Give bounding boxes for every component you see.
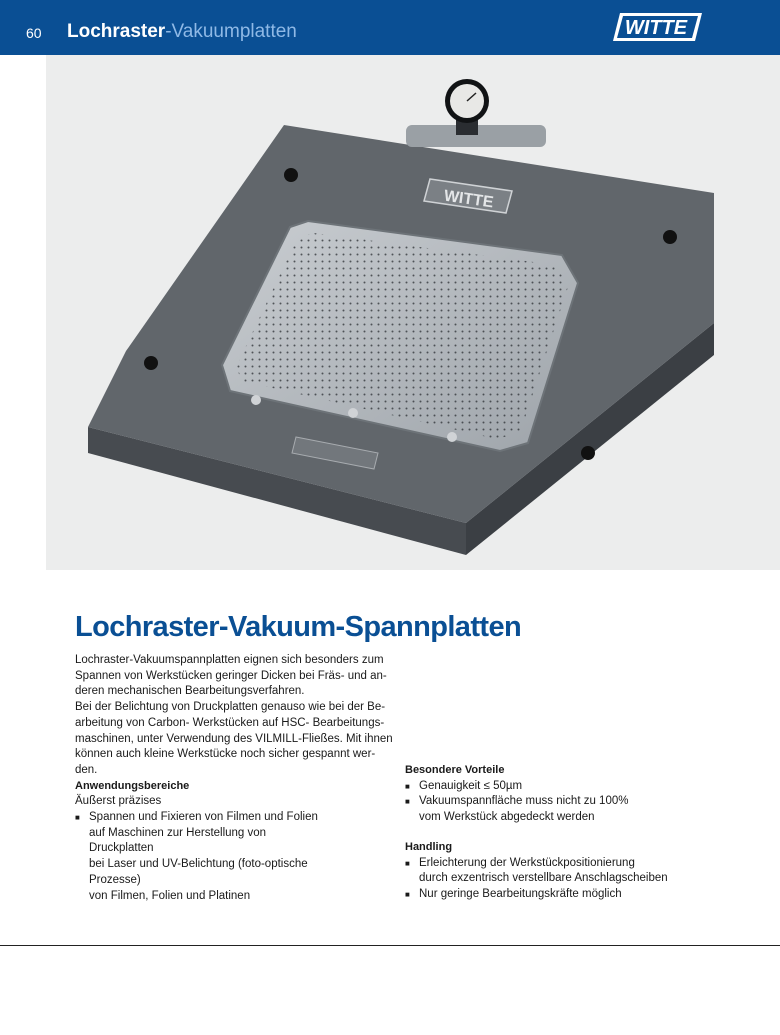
section-title-bold: Lochraster xyxy=(67,21,166,42)
intro-line: arbeitung von Carbon- Werkstücken auf HSC- Bearbeitungs- xyxy=(75,716,385,729)
intro-line: können auch kleine Werkstücke noch sicher gespannt wer- xyxy=(75,748,376,761)
footer-rule xyxy=(0,945,780,946)
intro-line: maschinen, unter Verwendung des VILMILL-Fließes. Mit ihnen xyxy=(75,732,393,745)
page-title: Lochraster-Vakuum-Spannplatten xyxy=(75,611,522,643)
anwendung-subline: Druckplatten xyxy=(89,842,154,855)
intro-line: Spannen von Werkstücken geringer Dicken bei Fräs- und an- xyxy=(75,669,387,682)
anwendung-bullet: ■ Spannen und Fixieren von Filmen und Folien xyxy=(75,810,395,826)
intro-line: Bei der Belichtung von Druckplatten genauso wie bei der Be- xyxy=(75,701,386,714)
right-column xyxy=(405,763,735,903)
section-title-light: -Vakuumplatten xyxy=(165,21,297,42)
handling-bullet: ■ Erleichterung der Werkstückpositionierung xyxy=(405,856,735,872)
handling-continuation: durch exzentrisch verstellbare Anschlagscheiben xyxy=(419,872,668,885)
vorteile-heading: Besondere Vorteile xyxy=(405,764,505,776)
vorteile-bullet: ■ Genauigkeit ≤ 50µm xyxy=(405,779,735,795)
witte-logo xyxy=(611,10,704,44)
left-column xyxy=(75,653,395,904)
plate-logo-text: WITTE xyxy=(442,187,495,212)
anwendung-line: Äußerst präzises xyxy=(75,795,162,808)
intro-line: den. xyxy=(75,763,98,776)
section-title xyxy=(67,21,297,43)
anwendung-subline: auf Maschinen zur Herstellung von xyxy=(89,826,267,839)
anwendung-subline: Prozesse) xyxy=(89,873,141,886)
vorteile-bullet: ■ Vakuumspannfläche muss nicht zu 100% xyxy=(405,794,735,810)
vorteile-continuation: vom Werkstück abgedeckt werden xyxy=(419,811,595,824)
page-header xyxy=(0,0,780,55)
anwendung-subline: bei Laser und UV-Belichtung (foto-optische xyxy=(89,858,308,871)
handling-heading: Handling xyxy=(405,840,453,853)
witte-logo-text: WITTE xyxy=(624,17,688,39)
anwendung-subline: von Filmen, Folien und Platinen xyxy=(89,889,251,902)
product-photo xyxy=(46,55,780,570)
page-number: 60 xyxy=(26,25,42,41)
intro-line: deren mechanischen Bearbeitungsverfahren. xyxy=(75,685,305,698)
handling-bullet: ■ Nur geringe Bearbeitungskräfte möglich xyxy=(405,887,735,903)
vacuum-gauge xyxy=(406,79,546,147)
intro-line: Lochraster-Vakuumspannplatten eignen sich besonders zum xyxy=(75,654,384,666)
anwendung-heading: Anwendungsbereiche xyxy=(75,779,190,792)
